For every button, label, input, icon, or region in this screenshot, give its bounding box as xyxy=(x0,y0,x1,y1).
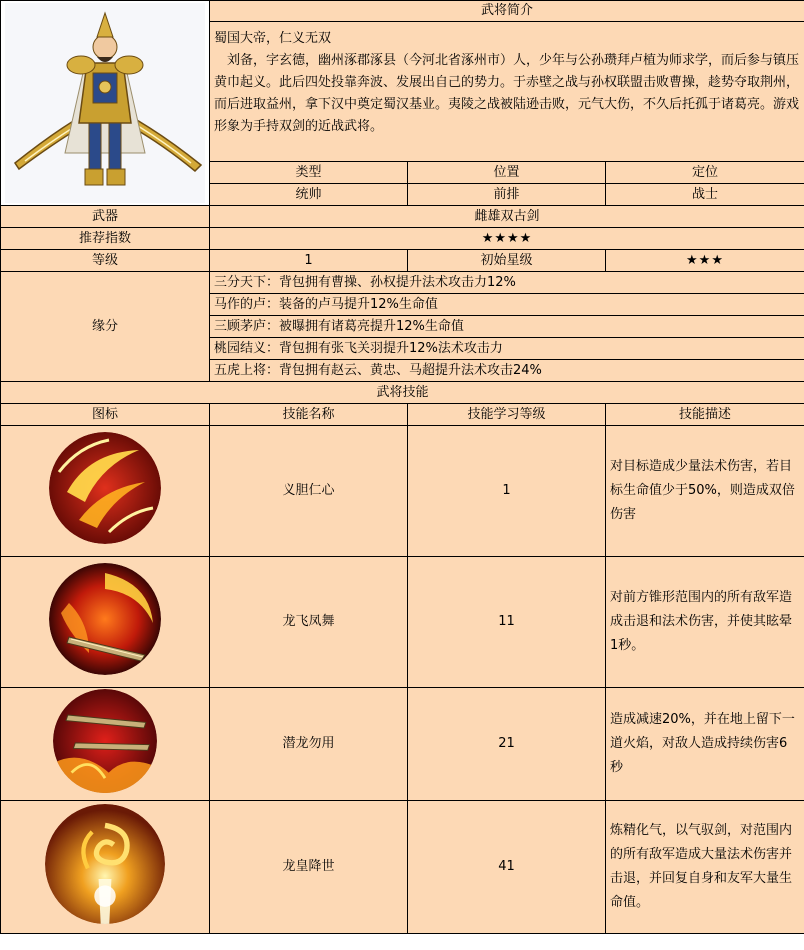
intro-header: 武将简介 xyxy=(210,1,804,22)
skill-name: 龙皇降世 xyxy=(210,801,408,934)
intro-biography: 刘备，字玄德，幽州涿郡涿县（今河北省涿州市）人，少年与公孙瓒拜卢植为师求学，而后参与镇压黄巾起义。此后四处投靠奔波、发展出自己的势力。于赤壁之战与孙权联盟击败曹操，趁势夺取荆州，而后进取益州，拿下汉中奠定蜀汉基业。夷陵之战被陆逊击败，元气大伤，不久后托孤于诸葛亮。游戏形象为手持双剑的近战武将。 xyxy=(214,53,800,134)
skill-icon-cell xyxy=(1,557,210,688)
fate-label: 缘分 xyxy=(1,272,210,382)
fate-item: 马作的卢：装备的卢马提升12%生命值 xyxy=(210,294,804,316)
initial-star-label: 初始星级 xyxy=(408,250,606,272)
skill-row xyxy=(1,557,804,688)
skill-name: 潜龙勿用 xyxy=(210,688,408,801)
weapon-label: 武器 xyxy=(1,206,210,228)
col-name-header: 技能名称 xyxy=(210,404,408,426)
skill-name: 义胆仁心 xyxy=(210,426,408,557)
skill-row xyxy=(1,426,804,557)
crescent-slash-icon xyxy=(49,432,161,544)
initial-stars: ★★★ xyxy=(606,250,804,272)
intro-text xyxy=(210,22,804,162)
role-label: 定位 xyxy=(606,162,804,184)
position-value: 前排 xyxy=(408,184,606,206)
level-value: 1 xyxy=(210,250,408,272)
type-label: 类型 xyxy=(210,162,408,184)
skill-name: 龙飞凤舞 xyxy=(210,557,408,688)
skill-description: 炼精化气，以气驭剑，对范围内的所有敌军造成大量法术伤害并击退，并回复自身和友军大量生命值。 xyxy=(606,801,804,934)
level-label: 等级 xyxy=(1,250,210,272)
fate-item: 三分天下：背包拥有曹操、孙权提升法术攻击力12% xyxy=(210,272,804,294)
skill-description: 对目标造成少量法术伤害，若目标生命值少于50%，则造成双倍伤害 xyxy=(606,426,804,557)
twin-blades-fire-icon xyxy=(53,689,157,793)
col-icon-header: 图标 xyxy=(1,404,210,426)
skill-icon-cell xyxy=(1,688,210,801)
fate-item: 五虎上将：背包拥有赵云、黄忠、马超提升法术攻击24% xyxy=(210,360,804,382)
col-desc-header: 技能描述 xyxy=(606,404,804,426)
golden-dragon-icon xyxy=(45,804,165,924)
position-label: 位置 xyxy=(408,162,606,184)
skill-level: 21 xyxy=(408,688,606,801)
skill-level: 1 xyxy=(408,426,606,557)
skill-row xyxy=(1,801,804,934)
role-value: 战士 xyxy=(606,184,804,206)
fate-item: 三顾茅庐：被曝拥有诸葛亮提升12%生命值 xyxy=(210,316,804,338)
flame-sword-icon xyxy=(49,563,161,675)
skill-row xyxy=(1,688,804,801)
type-value: 统帅 xyxy=(210,184,408,206)
skill-description: 造成减速20%，并在地上留下一道火焰，对敌人造成持续伤害6秒 xyxy=(606,688,804,801)
skill-description: 对前方锥形范围内的所有敌军造成击退和法术伤害，并使其眩晕1秒。 xyxy=(606,557,804,688)
weapon-value: 雌雄双古剑 xyxy=(210,206,804,228)
col-level-header: 技能学习等级 xyxy=(408,404,606,426)
liu-bei-portrait xyxy=(5,3,205,203)
portrait-cell xyxy=(1,1,210,206)
skills-header: 武将技能 xyxy=(1,382,804,404)
skill-level: 41 xyxy=(408,801,606,934)
recommend-stars: ★★★★ xyxy=(210,228,804,250)
fate-item: 桃园结义：背包拥有张飞关羽提升12%法术攻击力 xyxy=(210,338,804,360)
skill-icon-cell xyxy=(1,426,210,557)
intro-tagline: 蜀国大帝，仁义无双 xyxy=(214,31,332,46)
skill-icon-cell xyxy=(1,801,210,934)
skill-level: 11 xyxy=(408,557,606,688)
recommend-label: 推荐指数 xyxy=(1,228,210,250)
